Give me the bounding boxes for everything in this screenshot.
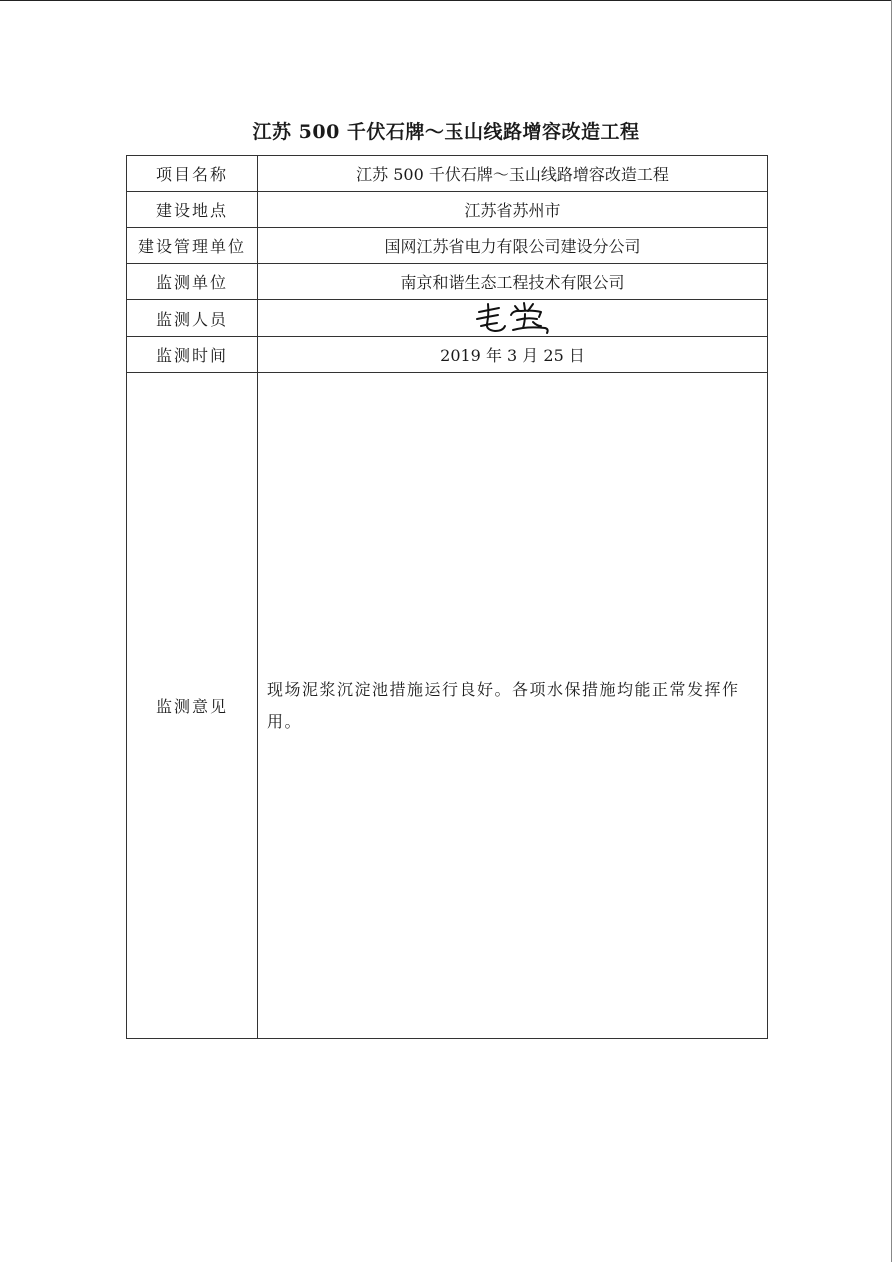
table-row-project-name [127,156,768,192]
document-title: 江苏 500 千伏石牌～玉山线路增容改造工程 [252,121,640,143]
management-unit-label: 建设管理单位 [127,228,258,264]
table-row-monitoring-staff [127,300,768,337]
monitoring-unit-value: 南京和谐生态工程技术有限公司 [258,264,768,300]
table-row-monitoring-date [127,337,768,373]
monitoring-opinion-label: 监测意见 [127,373,258,1039]
monitoring-report-table [126,155,768,1039]
project-name-label: 项目名称 [127,156,258,192]
location-label: 建设地点 [127,192,258,228]
monitoring-staff-label: 监测人员 [127,300,258,337]
location-value: 江苏省苏州市 [258,192,768,228]
monitoring-unit-label: 监测单位 [127,264,258,300]
table-row-monitoring-unit [127,264,768,300]
table-row-monitoring-opinion [127,373,768,1039]
monitoring-date-value: 2019 年 3 月 25 日 [258,337,768,373]
top-border-line [0,0,892,1]
table-row-location [127,192,768,228]
monitoring-staff-value [258,300,768,337]
handwritten-signature [475,300,551,336]
monitoring-date-label: 监测时间 [127,337,258,373]
project-name-value: 江苏 500 千伏石牌～玉山线路增容改造工程 [258,156,768,192]
monitoring-opinion-value: 现场泥浆沉淀池措施运行良好。各项水保措施均能正常发挥作用。 [258,373,768,1039]
management-unit-value: 国网江苏省电力有限公司建设分公司 [258,228,768,264]
table-row-management-unit [127,228,768,264]
